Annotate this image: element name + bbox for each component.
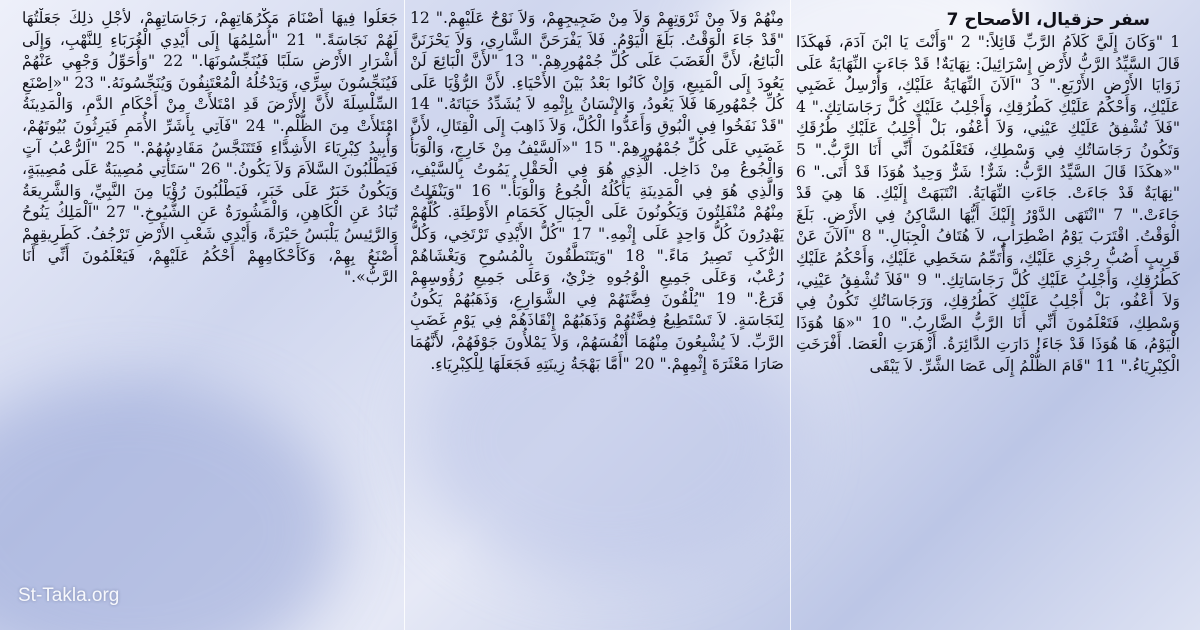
verse-text-middle: مِنْهُمْ وَلاَ مِنْ ثَرْوَتِهِمْ وَلاَ مِنْ ضَجِيجِهِمْ، وَلاَ نَوْحٌ عَلَيْهِمْ." 12 ‏"قَدْ جَاءَ الْوَقْتُ. بَلَغَ الْيَوْمُ. فَلاَ يَفْرَحَنَّ الشَّارِي، وَلاَ يَحْزَنَنَّ الْبَائِعُ، لأَنَّ الْغَضَبَ عَلَى كُلِّ جُمْهُورِهِمْ." 13 ‏"لأَنَّ الْبَائِعَ لَنْ يَعُودَ إِلَى الْمَبِيعِ، وَإِنْ كَانُوا بَعْدُ بَيْنَ الأَحْيَاءِ. لأَنَّ الرُّؤْيَا عَلَى كُلِّ جُمْهُورِهَا فَلاَ يَعُودُ، وَالإِنْسَانُ بِإِثْمِهِ لاَ يُشَدِّدُ حَيَاتَهُ." 14 ‏"قَدْ نَفَخُوا فِي الْبُوقِ وَأَعَدُّوا الْكُلَّ، وَلاَ ذَاهِبَ إِلَى الْقِتَالِ، لأَنَّ غَضَبِي عَلَى كُلِّ جُمْهُورِهِمْ." 15 ‏"«اَلسَّيْفُ مِنْ خَارِجٍ، وَالْوَبَأُ وَالْجُوعُ مِنْ دَاخِل. الَّذِي هُوَ فِي الْحَقْلِ يَمُوتُ بِالسَّيْفِ، وَالَّذِي هُوَ فِي الْمَدِينَةِ يَأْكُلُهُ الْجُوعُ وَالْوَبَأُ." 16 ‏"وَيَنْفَلِتُ مِنْهُمْ مُنْفَلِتُونَ وَيَكُونُونَ عَلَى الْجِبَالِ كَحَمَامِ الأَوْطِئَةِ. كُلُّهُمْ يَهْدِرُونَ كُلُّ وَاحِدٍ عَلَى إِثْمِهِ." 17 ‏"كُلُّ الأَيْدِي تَرْتَخِي، وَكُلُّ الرُّكَبِ تَصِيرُ مَاءً." 18 ‏"وَيَتَنَطَّقُونَ بِالْمُسُوحِ وَيَغْشَاهُمْ رُعْبٌ، وَعَلَى جَمِيعِ الْوُجُوهِ خِزْيٌ، وَعَلَى جَمِيعِ رُؤُوسِهِمْ قَرَعٌ." 19 ‏"يُلْقُونَ فِضَّتَهُمْ فِي الشَّوَارِعِ، وَذَهَبُهُمْ يَكُونُ لِنَجَاسَةٍ. لاَ تَسْتَطِيعُ فِضَّتُهُمْ وَذَهَبُهُمْ إِنْقَاذَهُمْ فِي يَوْمِ غَضَبِ الرَّبِّ. لاَ يُشْبِعُونَ مِنْهُمَا أَنْفُسَهُمْ، وَلاَ يَمْلأُونَ جَوْفَهُمْ، لأَنَّهُمَا صَارَا مَعْثَرَةَ إِثْمِهِمْ." 20 ‏"أَمَّا بَهْجَةُ زِينَتِهِ فَجَعَلَهَا لِلْكِبْرِيَاءِ. xyxy=(410,9,784,373)
chapter-title: سفر حزقيال، الأصحاح 7 xyxy=(946,10,1150,30)
column-divider xyxy=(790,0,791,630)
site-watermark: St-Takla.org xyxy=(18,585,120,606)
text-column-right xyxy=(796,8,1180,622)
column-divider xyxy=(404,0,405,630)
verse-text-left: جَعَلُوا فِيهَا أَصْنَامَ مَكْرُهَاتِهِمْ، رَجَاسَاتِهِمْ، لأَجْلِ ذلِكَ جَعَلْتُهَا لَهُمْ نَجَاسَةً." 21 ‏"أُسْلِمُهَا إِلَى أَيْدِي الْغُرَبَاءِ لِلنَّهْبِ، وَإِلَى أَشْرَارِ الأَرْضِ سَلَبًا فَيُنَجِّسُونَهَا." 22 ‏"وَأُحَوِّلُ وَجْهِي عَنْهُمْ فَيُنَجِّسُونَ سِرِّي، وَيَدْخُلُهُ الْمُعْتَنِفُونَ وَيُنَجِّسُونَهُ." 23 ‏"«اِصْنَعِ السِّلْسِلَةَ لأَنَّ الأَرْضَ قَدِ امْتَلأَتْ مِنْ أَحْكَامِ الدَّمِ، وَالْمَدِينَةُ امْتَلأَتْ مِنَ الظُّلْمِ." 24 ‏"فَآتِي بِأَشَرِّ الأُمَمِ فَيَرِثُونَ بُيُوتَهُمْ، وَأُبِيدُ كِبْرِيَاءَ الأَشِدَّاءِ فَتَتَنَجَّسُ مَقَادِسُهُمْ." 25 ‏"اَلرُّعْبُ آتٍ فَيَطْلُبُونَ السَّلاَمَ وَلاَ يَكُونُ." 26 ‏"سَتَأْتِي مُصِيبَةٌ عَلَى مُصِيبَةٍ، وَيَكُونُ خَبَرٌ عَلَى خَبَرٍ، فَيَطْلُبُونَ رُؤْيَا مِنَ النَّبِيِّ، وَالشَّرِيعَةُ تُبَادُ عَنِ الْكَاهِنِ، وَالْمَشُورَةُ عَنِ الشُّيُوخِ." 27 ‏"اَلْمَلِكُ يَنُوحُ وَالرَّئِيسُ يَلْبَسُ حَيْرَةً، وَأَيْدِي شَعْبِ الأَرْضِ تَرْجُفُ. كَطَرِيقِهِمْ أَصْنَعُ بِهِمْ، وَكَأَحْكَامِهِمْ أَحْكُمُ عَلَيْهِمْ، فَيَعْلَمُونَ أَنِّي أَنَا الرَّبُّ»." xyxy=(22,9,398,287)
text-column-middle xyxy=(410,8,784,622)
verse-text-right: 1 ‏"وَكَانَ إِلَيَّ كَلاَمُ الرَّبِّ قَائِلاً:" 2 ‏"وَأَنْتَ يَا ابْنَ آدَمَ، فَهكَذَا قَالَ السَّيِّدُ الرَّبُّ لأَرْضِ إِسْرَائِيلَ: نِهَايَةٌ! قَدْ جَاءَتِ النِّهَايَةُ عَلَى زَوَايَا الأَرْضِ الأَرْبَعِ." 3 ‏"اَلآنَ النِّهَايَةُ عَلَيْكِ، وَأُرْسِلُ غَضَبِي عَلَيْكِ، وَأَحْكُمُ عَلَيْكِ كَطُرُقِكِ، وَأَجْلِبُ عَلَيْكِ كُلَّ رَجَاسَاتِكِ." 4 ‏"فَلاَ تُشْفِقُ عَلَيْكِ عَيْنِي، وَلاَ أَعْفُو، بَلْ أَجْلِبُ عَلَيْكِ طُرُقَكِ وَتَكُونُ رَجَاسَاتُكِ فِي وَسْطِكِ، فَتَعْلَمُونَ أَنِّي أَنَا الرَّبُّ." 5 ‏"«هكَذَا قَالَ السَّيِّدُ الرَّبُّ: شَرٌّ! شَرٌّ وَحِيدٌ هُوَذَا قَدْ أَتَى." 6 ‏"نِهَايَةٌ قَدْ جَاءَتْ. جَاءَتِ النِّهَايَةُ. انْتَبَهَتْ إِلَيْكِ. هَا هِيَ قَدْ جَاءَتْ." 7 ‏"انْتَهَى الدَّوْرُ إِلَيْكَ أَيُّهَا السَّاكِنُ فِي الأَرْضِ. بَلَغَ الْوَقْتُ. اقْتَرَبَ يَوْمُ اضْطِرَابٍ، لاَ هُتَافُ الْجِبَالِ." 8 ‏"اَلآنَ عَنْ قَرِيبٍ أَصُبُّ رِجْزِي عَلَيْكِ، وَأُتَمِّمُ سَخَطِي عَلَيْكِ، وَأَحْكُمُ عَلَيْكِ كَطُرُقِكِ، وَأَجْلِبُ عَلَيْكِ كُلَّ رَجَاسَاتِكِ." 9 ‏"فَلاَ تُشْفِقُ عَيْنِي، وَلاَ أَعْفُو، بَلْ أَجْلِبُ عَلَيْكِ كَطُرُقِكِ، وَرَجَاسَاتُكِ تَكُونُ فِي وَسْطِكِ، فَتَعْلَمُونَ أَنِّي أَنَا الرَّبُّ الضَّارِبُ." 10 ‏"«هَا هُوَذَا الْيَوْمُ، هَا هُوَذَا قَدْ جَاءَ! دَارَتِ الدَّائِرَةُ. أَزْهَرَتِ الْعَصَا. أَفْرَخَتِ الْكِبْرِيَاءُ." 11 ‏"قَامَ الظُّلْمُ إِلَى عَصَا الشَّرِّ. لاَ يَبْقَى xyxy=(796,33,1180,375)
text-column-left xyxy=(22,8,398,622)
